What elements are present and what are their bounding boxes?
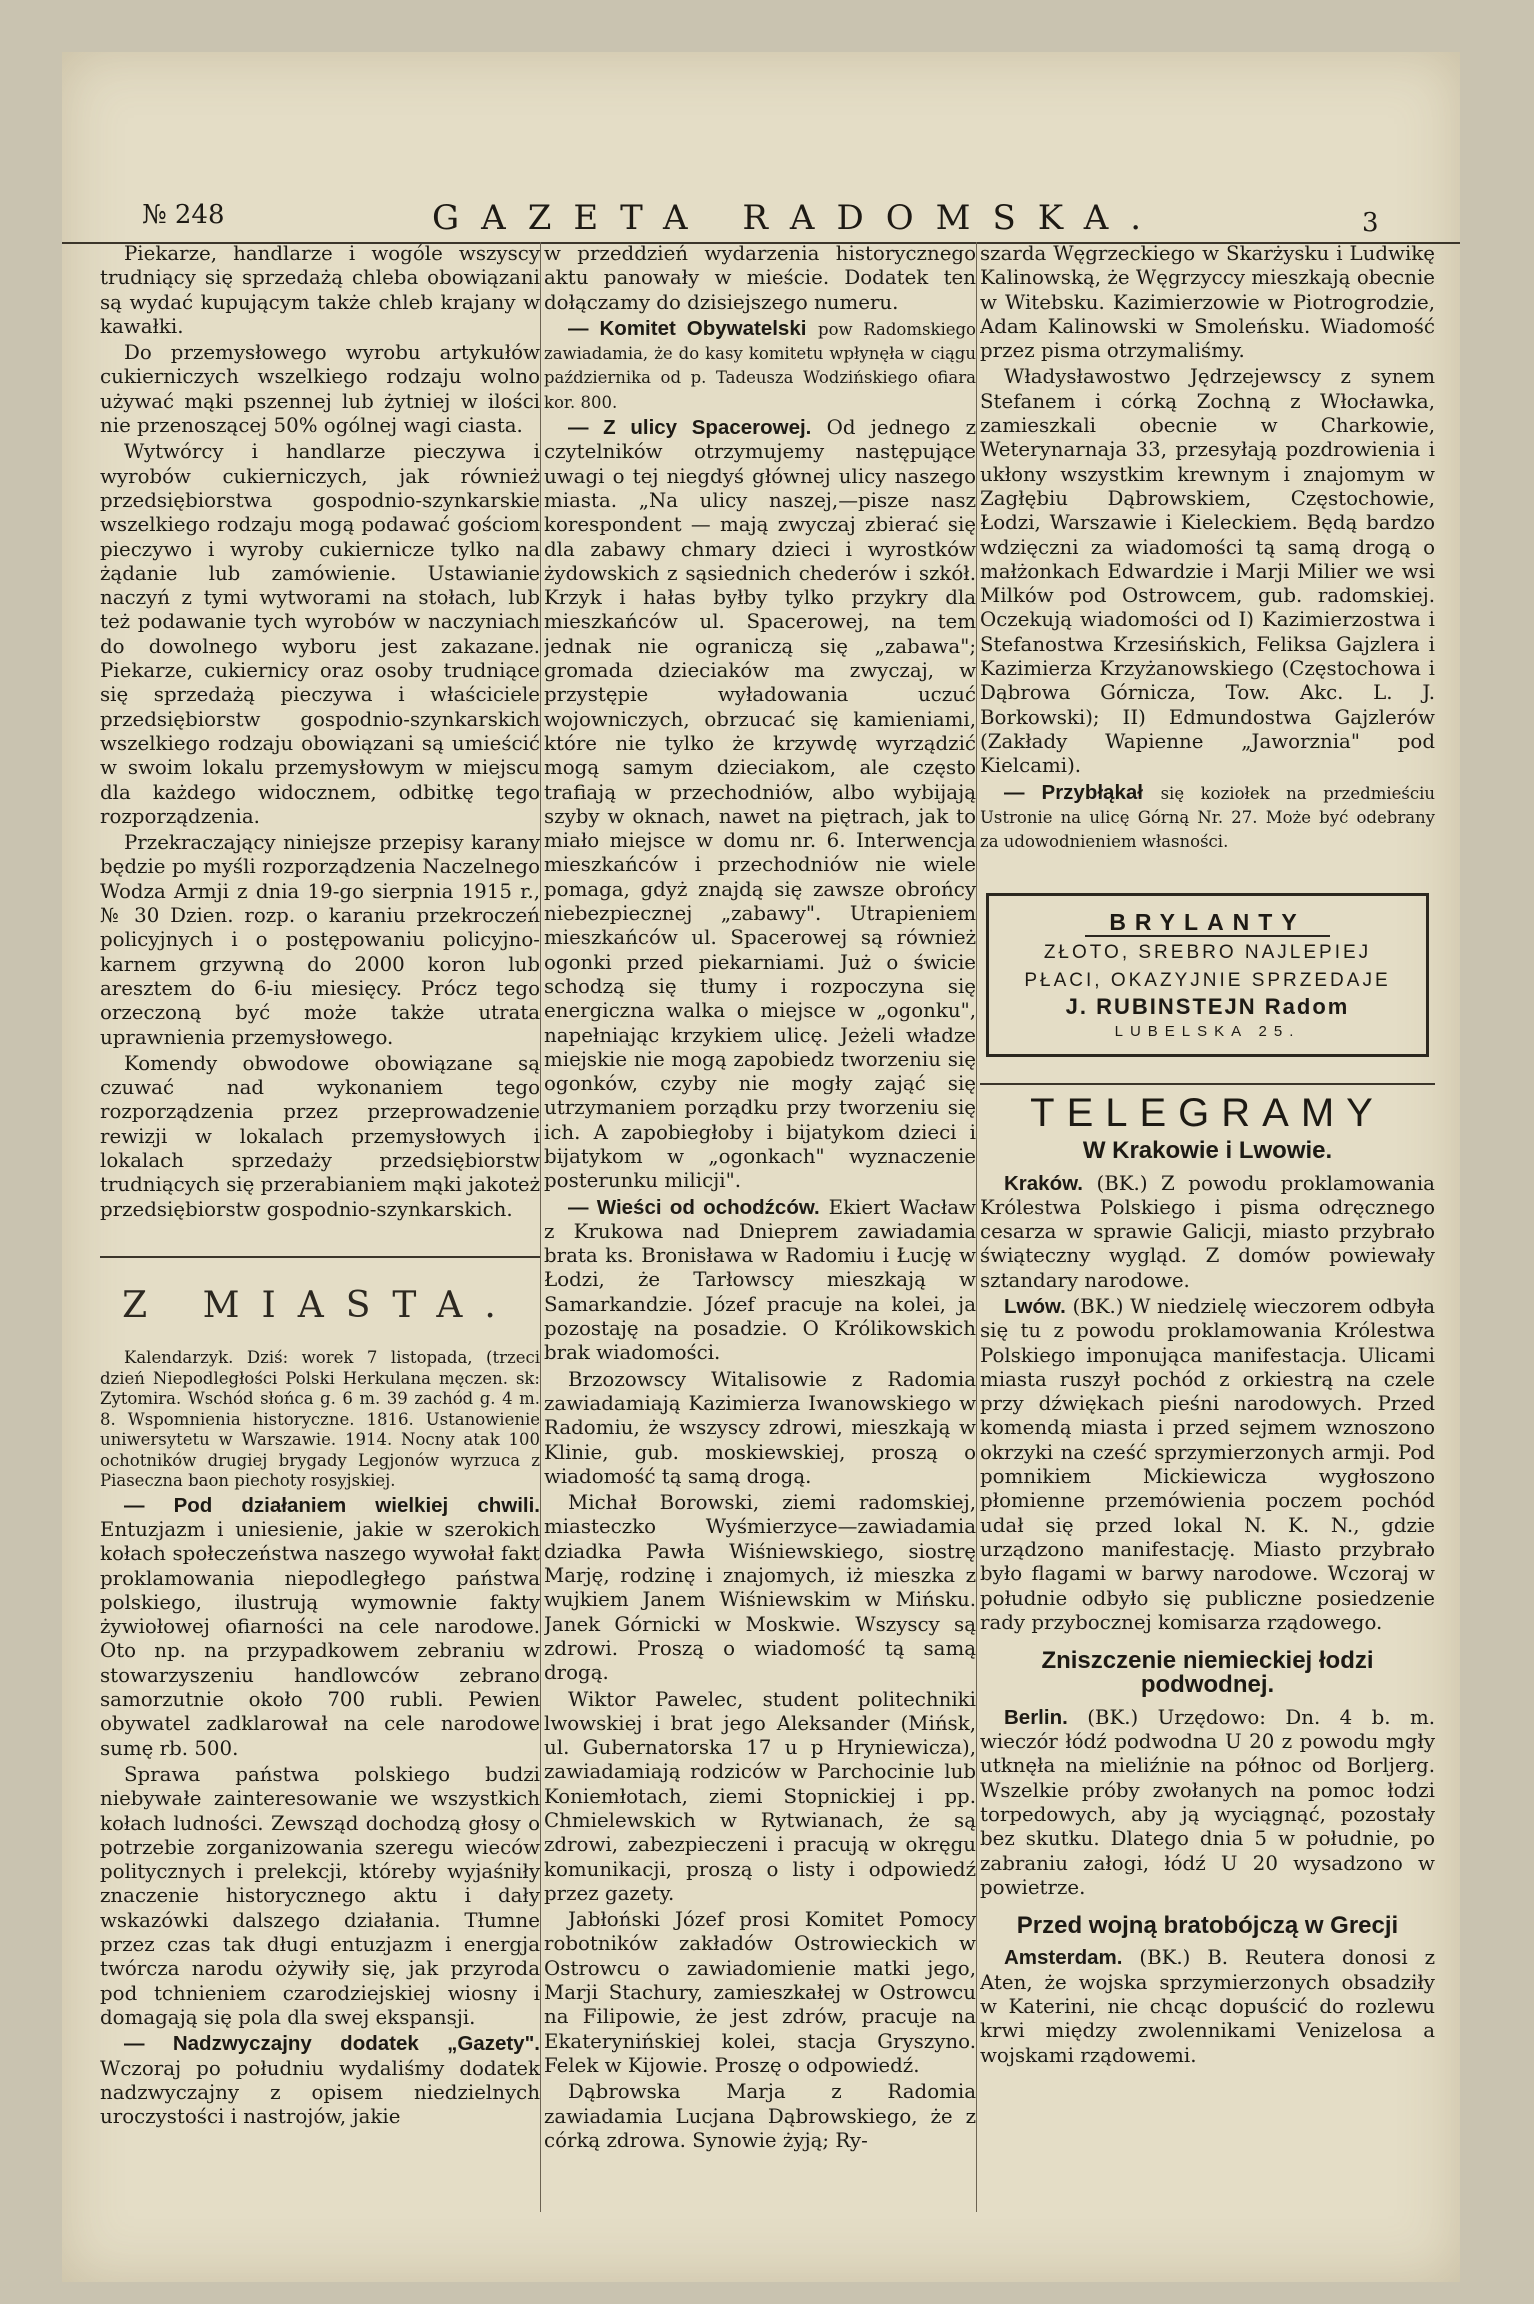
paragraph: szarda Węgrzeckiego w Skarżysku i Ludwikę Kalinowską, że Węgrzyccy mieszkają obecnie w Witebsku. Kazimierzowie w Piotrogrodzie, Adam Kalinowski w Smoleńsku. Wiadomość przez pisma otrzymaliśmy.: [980, 242, 1435, 363]
calendar-lead: Kalendarzyk.: [124, 1348, 234, 1368]
paragraph: Przekraczający niniejsze przepisy karany będzie po myśli rozporządzenia Naczelnego Wodza Armji z dnia 19-go sierpnia 1915 r., № 30 Dzien. rozp. o karaniu przekroczeń policyjnych i o postępowaniu policyjno-karnem grzywną do 2000 koron lub aresztem do 6-iu miesięcy. Prócz tego orzeczoną być może także utrata uprawnienia przemysłowego.: [100, 831, 540, 1049]
newspaper-page: [62, 52, 1460, 2282]
paragraph: Brzozowscy Witalisowie z Radomia zawiadamiają Kazimierza Iwanowskiego w Radomiu, że wszyscy zdrowi, mieszkają w Klinie, gub. moskiewskiej, proszą o wiadomość tą samą drogą.: [544, 1367, 976, 1488]
paragraph: w przeddzień wydarzenia historycznego aktu panowały w mieście. Dodatek ten dołączamy do dzisiejszego numeru.: [544, 242, 976, 314]
ad-street: LUBELSKA 25.: [1114, 1022, 1301, 1040]
subheading: Przed wojną bratobójczą w Grecji: [1016, 1912, 1399, 1940]
telegram-place: Kraków.: [1004, 1171, 1083, 1195]
ad-firm: J. RUBINSTEJN Radom: [1065, 994, 1350, 1020]
article-headline: — Nadzwyczajny dodatek „Gazety".: [124, 2032, 540, 2056]
telegram-place: Amsterdam.: [1004, 1946, 1123, 1970]
paragraph: Do przemysłowego wyrobu artykułów cukierniczych wszelkiego rodzaju wolno używać mąki pszennej lub żytniej w ilości nie przenoszącej 50% ogólnej wagi ciasta.: [100, 341, 540, 438]
masthead: GAZETA RADOMSKA.: [432, 198, 1164, 238]
article-body: Ekiert Wacław z Krukowa nad Dnieprem zawiadamia brata ks. Bronisława w Radomiu i Łucję w Łodzi, że Tarłowscy mieszkają w Samarkandzie. Józef pracuje na kolei, ja pozostaję na posadzie. O Królikowskich brak wiadomości.: [544, 1195, 976, 1365]
page-number: 3: [1362, 208, 1379, 238]
column-rule: [540, 242, 541, 2212]
paragraph: Piekarze, handlarze i wogóle wszyscy trudniący się sprzedażą chleba obowiązani są wydać kupującym także chleb krajany w kawałki.: [100, 242, 540, 338]
article-headline: — Komitet Obywatelski: [568, 316, 807, 340]
paragraph: Wytwórcy i handlarze pieczywa i wyrobów cukierniczych, jak również przedsiębiorstwa gospodnio-szynkarskie wszelkiego rodzaju mogą podawać gościom pieczywo i wyroby cukiernicze tylko na żądanie lub zamówienie. Ustawianie naczyń z tymi wytworami na stołach, lub też podawanie tych wyrobów w naczyniach do dowolnego wyboru jest zakazane. Piekarze, cukiernicy oraz osoby trudniące się sprzedażą pieczywa i właściciele przedsiębiorstw gospodnio-szynkarskich wszelkiego rodzaju obowiązani są umieścić w swoim lokalu przemysłowym w miejscu dla każdego widocznem, odbitkę tego rozporządzenia.: [100, 440, 540, 828]
article: [100, 2032, 540, 2129]
article: [544, 317, 976, 414]
telegram-place: Lwów.: [1004, 1294, 1066, 1318]
article: [980, 781, 1435, 854]
telegram-place: Berlin.: [1004, 1705, 1068, 1729]
article-body: się koziołek na przedmieściu Ustronie na ulicę Górną Nr. 27. Może być odebrany za udowodnieniem własności.: [980, 783, 1435, 852]
paragraph: Sprawa państwa polskiego budzi niebywałe zainteresowanie we wszystkich kołach ludności. Zewsząd dochodzą głosy o potrzebie zorganizowania szeregu wieców politycznych i prelekcji, któreby wyjaśniły znaczenie historycznego aktu i dały wskazówki dalszego działania. Tłumne przez czas tak długi entuzjazm i energja twórcza narodu ożywiły się, jak przyroda pod tchnieniem czarodziejskiej wiosny i domagają się pola dla swej ekspansji.: [100, 1762, 540, 2029]
paragraph: Jabłoński Józef prosi Komitet Pomocy robotników zakładów Ostrowieckich w Ostrowcu o zawiadomienie matki jego, Marji Stachury, zamieszkałej w Ostrowcu na Filipowie, że jest zdrów, pracuje na Ekaterynińskiej kolei, stacja Gryszyno. Felek w Kijowie. Proszę o odpowiedź.: [544, 1908, 976, 2077]
page-header: [62, 152, 1460, 244]
article-headline: — Przybłąkał: [1004, 780, 1143, 804]
advertisement: [986, 893, 1429, 1056]
paragraph: Komendy obwodowe obowiązane są czuwać nad wykonaniem tego rozporządzenia przez przeprowadzenie rewizji w lokalach przemysłowych i lokalach sprzedaży przedsiębiorstw trudniących się przerabianiem mąki jakoteż przedsiębiorstw gospodnio-szynkarskich.: [100, 1051, 540, 1221]
issue-number: № 248: [142, 200, 225, 230]
subheading: Zniszczenie niemieckiej łodzi podwodnej.: [1041, 1647, 1374, 1699]
section-title: Z MIASTA.: [100, 1256, 540, 1318]
column-2: [544, 242, 976, 2222]
article: [544, 416, 976, 1194]
article: [544, 1196, 976, 1366]
column-rule: [976, 242, 977, 2212]
telegram-body: (BK.) W niedzielę wieczorem odbyła się tu z powodu proklamowania Królestwa Polskiego imponująca manifestacja. Ulicami miasta ruszył pochód z orkiestrą na czele przy dźwiękach pieśni narodowych. Przed komendą miasta i przed sejmem wznoszono okrzyki na cześć sprzymierzonych armji. Pod pomnikiem Mickiewicza wygłoszono płomienne przemówienia poczem pochód udał się przed lokal N. K. N., gdzie urządzono manifestację. Miasto przybrało było flagami w barwy narodowe. Wczoraj w południe odbyło się publiczne posiedzenie rady przybocznej komisarza rządowego.: [980, 1294, 1435, 1634]
telegram: [980, 1295, 1435, 1635]
telegram: [980, 1706, 1435, 1900]
article-headline: — Wieści od ochodźców.: [568, 1195, 820, 1219]
article-body: Wczoraj po południu wydaliśmy dodatek nadzwyczajny z opisem niedzielnych uroczystości i nastrojów, jakie: [100, 2056, 540, 2129]
subheading: W Krakowie i Lwowie.: [1082, 1137, 1333, 1165]
article-headline: — Z ulicy Spacerowej.: [568, 416, 812, 440]
article-body: Od jednego z czytelników otrzymujemy następujące uwagi o tej niegdyś głównej ulicy naszego miasta. „Na ulicy naszej,—pisze nasz korespondent — mają zwyczaj zbierać się dla zabawy chmary dzieci i wyrostków żydowskich z sąsiednich chederów i szkół. Krzyk i hałas byłby tylko przykry dla mieszkańców ul. Spacerowej, na tem jednak nie ograniczą się „zabawa"; gromada dzieciaków ma zwyczaj, w przystępie wyładowania uczuć wojowniczych, obrzucać się kamieniami, które nie tylko że krzywdę wyrządzić mogą samym dzieciakom, ale często trafiają w przechodniów, albo wybijają szyby w oknach, nawet na piętrach, jak to miało miejsce w domu nr. 6. Interwencja mieszkańców i przechodniów nie wiele pomaga, gdyż znajdą się zawsze obrońcy niebezpiecznej „zabawy". Utrapieniem mieszkańców ul. Spacerowej są również ogonki przed piekarniami. Już o świcie schodzą się tłumy i rozpoczyna się energiczna walka o miejsce w „ogonku", napełniając krzykiem ulicę. Jeżeli władze miejskie nie mogą zapobiedz tworzeniu się ogonków, czyby nie mogły zająć się utrzymaniem porządku przy tworzeniu się ich. A zapobiegłoby i bijatykom dzieci i bijatykom w „ogonkach" wyznaczenie posterunku milicji".: [544, 416, 976, 1193]
calendar-text: Dziś: worek 7 listopada, (trzeci dzień Niepodległości Polski Herkulana męczen. sk: Zytomira. Wschód słońca g. 6 m. 39 zachód g. 4 m. 8. Wspomnienia historyczne. 1816. Ustanowienie uniwersytetu w Warszawie. 1914. Nocny atak 100 ochotników drugiej brygady Legjonów wyrzuca z Piaseczna baon piechoty rosyjskiej.: [100, 1348, 540, 1491]
paragraph: Dąbrowska Marja z Radomia zawiadamia Lucjana Dąbrowskiego, że z córką zdrowa. Synowie żyją; Ry-: [544, 2080, 976, 2152]
telegram-body: (BK.) Urzędowo: Dn. 4 b. m. wieczór łódź podwodna U 20 z powodu mgły utknęła na mieliźnie na północ od Borljerg. Wszelkie próby zwołanych na pomoc łodzi torpedowych, aby ją wyciągnąć, pozostały bez skutku. Dlatego dnia 5 w południe, po zabraniu załogi, łódź U 20 wysadzono w powietrze.: [980, 1705, 1435, 1899]
paragraph: Wiktor Pawelec, student politechniki lwowskiej i brat jego Aleksander (Mińsk, ul. Gubernatorska 17 u p Hryniewicza), zawiadamiają rodziców w Parchocinie lub Koniemłotach, ziemi Stopnickiej i pp. Chmielewskich w Rytwianach, że są zdrowi, zabezpieczeni i pracują w okręgu komunikacji, proszą o listy i odpowiedź przez gazety.: [544, 1687, 976, 1905]
column-3: [980, 242, 1435, 2222]
column-1: [100, 242, 540, 2222]
paragraph: Władysławostwo Jędrzejewscy z synem Stefanem i córką Zochną z Włocławka, zamieszkali obecnie w Charkowie, Weterynarnaja 33, przesyłają pozdrowienia i ukłony wszystkim krewnym i znajomym w Zagłębiu Dąbrowskiem, Częstochowie, Łodzi, Warszawie i Kieleckiem. Będą bardzo wdzięczni za wiadomości tą samą drogą o małżonkach Edwardzie i Marji Milier we wsi Milków pod Ostrowcem, gub. radomskiej. Oczekują wiadomości od I) Kazimierzostwa i Stefanostwa Krzesińskich, Feliksa Gajzlera i Kazimierza Krzyżanowskiego (Częstochowa i Dąbrowa Górnicza, Tow. Akc. L. J. Borkowski); II) Edmundostwa Gajzlerów (Zakłady Wapienne „Jaworznia" pod Kielcami).: [980, 365, 1435, 778]
telegram: [980, 1946, 1435, 2067]
telegram-body: (BK.) B. Reutera donosi z Aten, że wojska sprzymierzonych obsadziły w Katerini, nie chcąc dopuścić do rozlewu krwi między zwolennikami Venizelosa a wojskami rządowemi.: [980, 1946, 1435, 2067]
article-body: Entuzjazm i uniesienie, jakie w szerokich kołach społeczeństwa naszego wywołał fakt proklamowania niepodległego państwa polskiego, ilustrują wymownie fakty żywiołowej ofiarności na cele narodowe. Oto np. na przypadkowem zebraniu w stowarzyszeniu handlowców zebrano samorzutnie około 700 rubli. Pewien obywatel zadklarował na cele narodowe sumę rb. 500.: [100, 1517, 540, 1760]
telegram: [980, 1172, 1435, 1293]
telegram-body: (BK.) Z powodu proklamowania Królestwa Polskiego i pisma odręcznego cesarza w sprawie Galicji, miasto przybrało świąteczny wygląd. Z domów powiewały sztandary narodowe.: [980, 1171, 1435, 1292]
ad-line: PŁACI, OKAZYJNIE SPRZEDAJE: [1024, 970, 1391, 992]
article: [100, 1494, 540, 1761]
ad-line: ZŁOTO, SREBRO NAJLEPIEJ: [1043, 941, 1372, 963]
article-headline: — Pod działaniem wielkiej chwili.: [124, 1493, 540, 1517]
ad-title: BRYLANTY: [1085, 910, 1329, 936]
article-body: pow Radomskiego zawiadamia, że do kasy komitetu wpłynęła w ciągu października od p. Tadeusza Wodzińskiego ofiara kor. 800.: [544, 319, 976, 412]
paragraph: Michał Borowski, ziemi radomskiej, miasteczko Wyśmierzyce—zawiadamia dziadka Pawła Wiśniewskiego, siostrę Marję, rodzinę i znajomych, iż mieszka z wujkiem Janem Wiśniewskim w Mińsku. Janek Górnicki w Moskwie. Wszyscy są zdrowi. Proszą o wiadomość tą samą drogą.: [544, 1491, 976, 1685]
calendar-note: [100, 1348, 540, 1492]
telegrams-title: TELEGRAMY: [980, 1083, 1435, 1125]
